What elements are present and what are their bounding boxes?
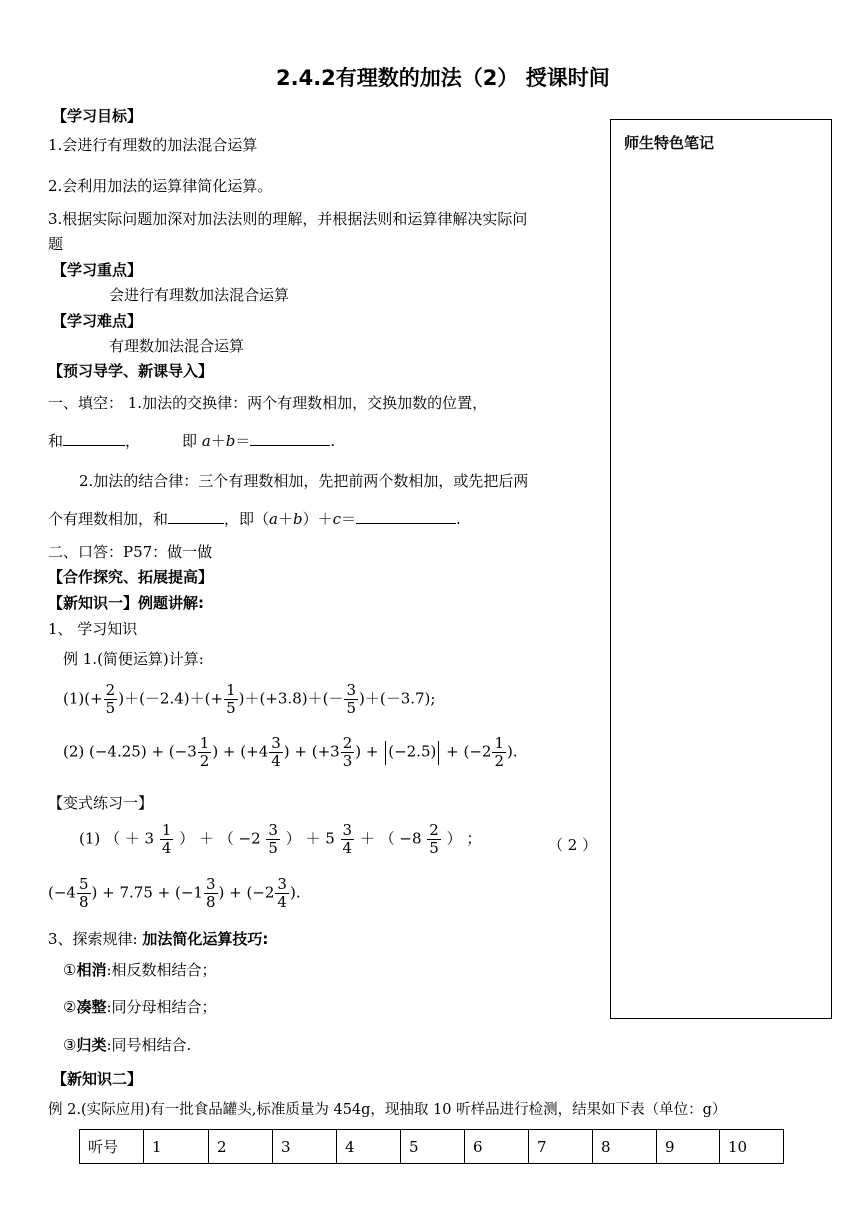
fill-line-1: 一、填空： 1.加法的交换律：两个有理数相加，交换加数的位置， [48, 394, 488, 412]
oral-answer: 二、口答：P57：做一做 [48, 543, 213, 561]
example-2: 例 2.(实际应用)有一批食品罐头,标准质量为 454g，现抽取 10 听样品进行检测，结果如下表（单位：g） [48, 1102, 727, 1118]
blank-1[interactable] [63, 431, 125, 446]
variant-formula-2: (−4 $\frac{5}{8}$ ) + 7.75 + (−1 $\frac{3}{8}$ ) + (−2 $\frac{3}{4}$ ). [48, 875, 301, 911]
table-row [80, 1130, 784, 1164]
goal-1: 1.会进行有理数的加法混合运算 [48, 136, 258, 154]
key-text: 会进行有理数加法混合运算 [109, 286, 290, 304]
goals-heading: 【学习目标】 [52, 107, 143, 125]
fill-line-3: 2.加法的结合律：三个有理数相加，先把前两个数相加，或先把后两 [79, 472, 529, 490]
notes-box [610, 119, 832, 1019]
blank-2[interactable] [250, 431, 330, 446]
example-1: 例 1.(简便运算)计算: [63, 650, 204, 668]
table-cell: 8 [593, 1130, 657, 1164]
difficulty-text: 有理数加法混合运算 [109, 337, 245, 355]
table-cell: 6 [465, 1130, 529, 1164]
table-cell: 3 [273, 1130, 337, 1164]
goal-3-line1: 3.根据实际问题加深对加法法则的理解，并根据法则和运算律解决实际问 [48, 210, 528, 228]
fill-line-4: 个有理数相加，和 ，即（a＋b）＋c＝ . [48, 510, 461, 528]
table-cell: 9 [657, 1130, 720, 1164]
new-knowledge-1-heading: 【新知识一】例题讲解: [48, 594, 204, 612]
table-cell: 7 [529, 1130, 593, 1164]
fill-line-2: 和 ， 即 a＋b＝ . [48, 432, 336, 450]
key-heading: 【学习重点】 [52, 261, 143, 279]
variant-formula-2-label: （ 2 ） [548, 836, 598, 854]
new-knowledge-2-heading: 【新知识二】 [52, 1070, 143, 1088]
goal-2: 2.会利用加法的运算律简化运算。 [48, 177, 273, 195]
preview-heading: 【预习导学、新课导入】 [48, 362, 214, 380]
page-title: 2.4.2有理数的加法（2） 授课时间 [276, 66, 610, 90]
formula-1: (1)(+ $\frac{2}{5}$ )＋(－2.4)＋(+ $\frac{1}{5}$ )＋(+3.8)＋(－ $\frac{3}{5}$ )＋(－3.7); [63, 681, 436, 717]
notes-title: 师生特色笔记 [624, 134, 715, 152]
blank-4[interactable] [356, 509, 456, 524]
formula-2: (2) (−4.25) + (−3 $\frac{1}{2}$ ) + (+4 $\frac{3}{4}$ ) + (+3 $\frac{2}{3}$ ) + (−2.5) + (−2 $\frac{1}{2}$ ). [63, 734, 518, 770]
learn-knowledge: 1、 学习知识 [48, 620, 138, 638]
table-cell: 5 [401, 1130, 465, 1164]
variant-formula-1: (1) （ ＋ 3 $\frac{1}{4}$ ） ＋ （ −2 $\frac{3}{5}$ ） ＋ 5 $\frac{3}{4}$ ＋ （ −8 $\frac{2}{5}$ ） ； [79, 821, 482, 857]
goal-3-line2: 题 [48, 235, 64, 253]
table-cell: 10 [720, 1130, 784, 1164]
table-cell: 听号 [80, 1130, 144, 1164]
table-cell: 4 [337, 1130, 401, 1164]
coop-heading: 【合作探究、拓展提高】 [48, 568, 214, 586]
rule-3: ③归类:同号相结合. [63, 1036, 192, 1054]
variant-heading: 【变式练习一】 [48, 794, 154, 812]
sample-table [79, 1129, 784, 1164]
table-cell: 2 [209, 1130, 273, 1164]
rule-2: ②凑整:同分母相结合； [63, 998, 217, 1016]
difficulty-heading: 【学习难点】 [52, 312, 143, 330]
table-cell: 1 [144, 1130, 209, 1164]
blank-3[interactable] [168, 509, 224, 524]
explore-rule: 3、探索规律: 加法简化运算技巧: [48, 930, 269, 948]
rule-1: ①相消:相反数相结合； [63, 961, 217, 979]
